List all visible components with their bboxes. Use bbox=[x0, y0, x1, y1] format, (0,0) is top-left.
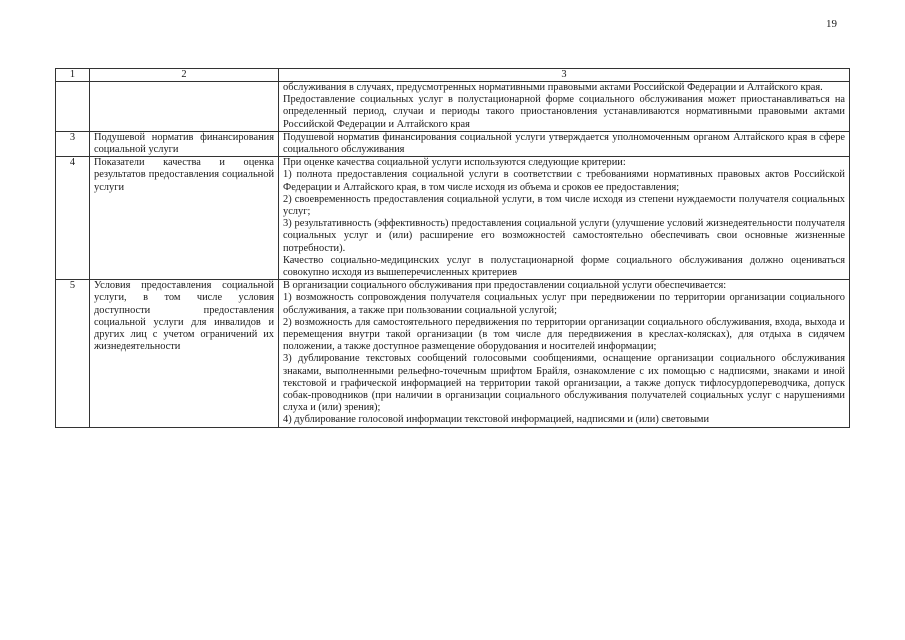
paragraph: 3) результативность (эффективность) предоставления социальной услуги (улучшение условий жизнедеятельности получателя социальных услуг и (или) расширение его возможностей самостоятельно обеспечивать свои основные жизненные потребности). bbox=[283, 218, 845, 254]
paragraph: Качество социально-медицинских услуг в полустационарной форме социального обслуживания должно оцениваться совокупно исходя из вышеперечисленных критериев bbox=[283, 254, 845, 279]
row-name-cell: Подушевой норматив финансирования социальной услуги bbox=[90, 131, 279, 156]
table-row-3 bbox=[56, 131, 850, 156]
paragraph: 1) полнота предоставления социальной услуги в соответствии с требованиями нормативных правовых актов Российской Федерации и Алтайского края, в том числе исходя из объема и сроков ее предоставления; bbox=[283, 169, 845, 193]
paragraph: 2) своевременность предоставления социальной услуги, в том числе исходя из степени нуждаемости получателя социальных услуг; bbox=[283, 193, 845, 218]
row-number-cell: 3 bbox=[56, 131, 90, 156]
paragraph: 2) возможность для самостоятельного передвижения по территории организации социального обслуживания, входа, выхода и перемещения внутри такой организации (в том числе для передвижения в креслах-колясках), для отдыха в сидячем положении, а также доступное размещение оборудования и носителей информации; bbox=[283, 316, 845, 353]
row-number-cell: 4 bbox=[56, 157, 90, 280]
row-content-cell bbox=[279, 280, 850, 427]
header-col-3: 3 bbox=[279, 69, 850, 82]
row-number-cell: 5 bbox=[56, 280, 90, 427]
row-content-cell bbox=[279, 131, 850, 156]
row-content-cell bbox=[279, 82, 850, 132]
row-content-cell bbox=[279, 157, 850, 280]
regulation-table bbox=[55, 68, 850, 428]
header-col-1: 1 bbox=[56, 69, 90, 82]
paragraph: При оценке качества социальной услуги используются следующие критерии: bbox=[283, 157, 626, 169]
paragraph: Подушевой норматив финансирования социальной услуги утверждается уполномоченным органом Алтайского края в сфере социального обслуживания bbox=[283, 131, 845, 156]
paragraph: 3) дублирование текстовых сообщений голосовыми сообщениями, оснащение организации социального обслуживания знаками, выполненными рельефно-точечным шрифтом Брайля, ознакомление с их помощью с надписями, знаками и иной текстовой и графической информацией на территории такой организации, а также допуск тифлосурдопереводчика, допуск собак-проводников (при наличии в организации социального обслуживания получателей социальных услуг с нарушениями слуха и (или) зрения); bbox=[283, 353, 845, 414]
table-row-5 bbox=[56, 280, 850, 427]
row-name-cell bbox=[90, 82, 279, 132]
table-header-row bbox=[56, 69, 850, 82]
page-number: 19 bbox=[826, 18, 837, 30]
row-name-cell: Показатели качества и оценка результатов предоставления социальной услуги bbox=[90, 157, 279, 280]
paragraph: В организации социального обслуживания при предоставлении социальной услуги обеспечивается: bbox=[283, 280, 727, 292]
table-row-continuation bbox=[56, 82, 850, 132]
row-name-cell: Условия предоставления социальной услуги, в том числе условия доступности предоставления социальной услуги для инвалидов и других лиц с учетом ограничений их жизнедеятельности bbox=[90, 280, 279, 427]
paragraph: 4) дублирование голосовой информации текстовой информацией, надписями и (или) световыми bbox=[283, 414, 710, 426]
header-col-2: 2 bbox=[90, 69, 279, 82]
paragraph: 1) возможность сопровождения получателя социальных услуг при передвижении по территории организации социального обслуживания, а также при пользовании социальной услугой; bbox=[283, 292, 845, 316]
table-row-4 bbox=[56, 157, 850, 280]
row-number-cell bbox=[56, 82, 90, 132]
paragraph: Предоставление социальных услуг в полустационарной форме социального обслуживания может приостанавливаться на определенный период, случаи и периоды такого приостановления устанавливаются нормативными правовыми актами Российской Федерации и Алтайского края bbox=[283, 94, 845, 130]
paragraph: обслуживания в случаях, предусмотренных нормативными правовыми актами Российской Федерации и Алтайского края. bbox=[283, 82, 823, 93]
